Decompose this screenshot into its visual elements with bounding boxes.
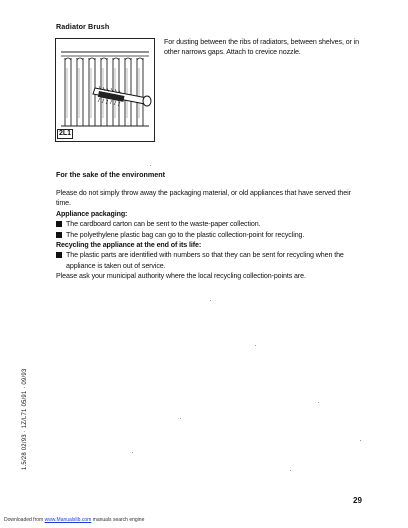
environment-intro: Please do not simply throw away the packaging material, or old appliances that have served their time. xyxy=(56,189,351,208)
scan-speck xyxy=(255,345,256,346)
environment-heading: For the sake of the environment xyxy=(56,170,166,179)
side-print-code: 1.5/28 02/93 · 1Z/L71 05/91 · 09/93 xyxy=(22,368,28,470)
scan-speck xyxy=(150,165,151,166)
radiator-brush-illustration xyxy=(55,38,155,142)
footer-prefix: Downloaded from xyxy=(4,517,45,523)
packaging-item-text: The polyethylene plastic bag can go to the plastic collection-point for recycling. xyxy=(66,230,305,239)
radiator-brush-description: For dusting between the ribs of radiators, between shelves, or in other narrows gaps. Attach to crevice nozzle. xyxy=(164,38,359,56)
scan-speck xyxy=(132,452,133,453)
page-number: 29 xyxy=(353,496,362,505)
packaging-item xyxy=(56,219,366,229)
scan-speck xyxy=(180,418,181,419)
environment-section xyxy=(56,188,366,282)
scan-speck xyxy=(290,470,291,471)
recycling-heading: Recycling the appliance at the end of its life: xyxy=(56,241,202,250)
packaging-heading: Appliance packaging: xyxy=(56,209,128,218)
environment-closing: Please ask your municipal authority where the local recycling collection-points are. xyxy=(56,272,306,281)
scan-speck xyxy=(360,440,361,441)
scan-speck xyxy=(210,300,211,301)
recycling-item xyxy=(56,250,366,271)
radiator-brush-heading: Radiator Brush xyxy=(56,22,110,31)
bullet-square-icon xyxy=(56,221,62,227)
packaging-item-text: The cardboard carton can be sent to the waste-paper collection. xyxy=(66,220,261,229)
footer-link[interactable]: www.Manualslib.com xyxy=(44,517,92,523)
bullet-square-icon xyxy=(56,252,62,258)
figure-label: 2L1 xyxy=(59,130,72,137)
scan-speck xyxy=(318,402,319,403)
packaging-item xyxy=(56,230,366,240)
radiator-brush-drawing xyxy=(55,38,155,142)
recycling-item-text: The plastic parts are identified with numbers so that they can be sent for recycling when the appliance is taken out of service. xyxy=(66,251,344,270)
footer-suffix: manuals search engine xyxy=(91,517,145,523)
download-footer xyxy=(4,517,144,523)
bullet-square-icon xyxy=(56,232,62,238)
